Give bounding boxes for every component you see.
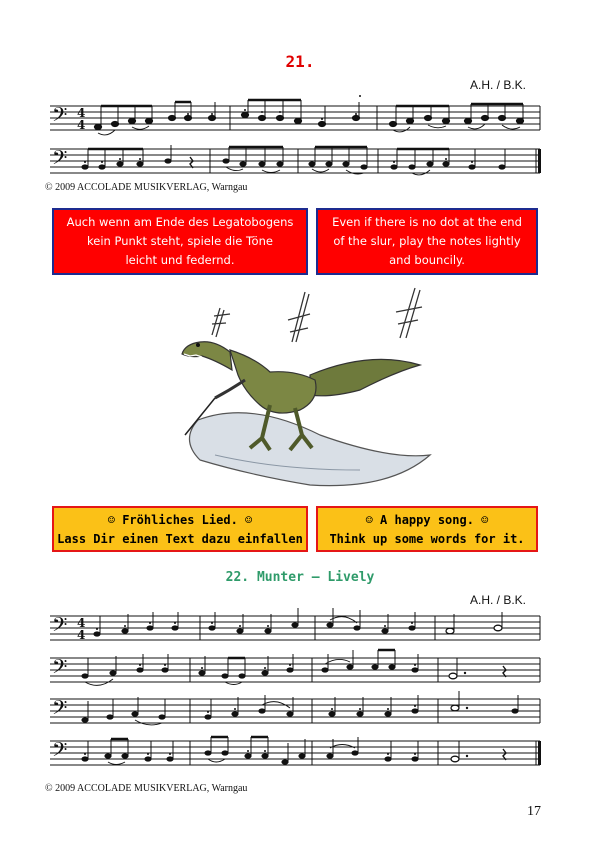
page-number: 17 [527, 804, 541, 819]
time-signature-top: 4 [77, 616, 86, 630]
info-german-line-2: kein Punkt steht, spiele die Töne [87, 234, 273, 248]
piece-21-attribution: A.H. / B.K. [470, 78, 527, 92]
staff-notation [50, 610, 542, 650]
info-english-line-2: of the slur, play the notes lightly [333, 234, 521, 248]
staff-notation [50, 652, 542, 692]
info-german-line-3: leicht und federnd. [125, 253, 235, 267]
task-english-line-2: Think up some words for it. [329, 532, 525, 546]
bass-clef-icon: 𝄢 [52, 738, 68, 766]
piece-22-attribution: A.H. / B.K. [470, 593, 527, 607]
piece-21-title: 21. [285, 52, 315, 71]
info-box-english [316, 208, 538, 275]
bass-clef-icon: 𝄢 [52, 103, 68, 131]
info-box-german [52, 208, 308, 275]
piece-21-staff-1 [50, 100, 542, 140]
piece-22-staff-4 [50, 735, 542, 775]
piece-22-staff-3 [50, 693, 542, 733]
task-box-english [316, 506, 538, 552]
dinosaur-illustration-icon [160, 280, 500, 495]
info-english-line-1: Even if there is no dot at the end [332, 215, 522, 229]
piece-22-title: 22. Munter – Lively [225, 570, 375, 585]
staff-notation [50, 143, 542, 183]
task-english-line-1: ☺ A happy song. ☺ [365, 513, 489, 527]
staff-notation [50, 693, 542, 733]
staff-notation [50, 100, 542, 140]
dinosaur-conductor-illustration [160, 280, 500, 495]
bass-clef-icon: 𝄢 [52, 655, 68, 683]
rest-icon [190, 157, 193, 168]
task-german-line-2: Lass Dir einen Text dazu einfallen [57, 532, 303, 546]
time-signature-bottom: 4 [77, 118, 86, 132]
piece-21-staff-2 [50, 143, 542, 183]
rest-icon [503, 749, 506, 760]
bass-clef-icon: 𝄢 [52, 696, 68, 724]
bass-clef-icon: 𝄢 [52, 146, 68, 174]
task-box-german [52, 506, 308, 552]
info-english-line-3: and bouncily. [389, 253, 465, 267]
piece-21-copyright: © 2009 ACCOLADE MUSIKVERLAG, Warngau [45, 182, 248, 193]
task-german-line-1: ☺ Fröhliches Lied. ☺ [107, 513, 253, 527]
time-signature-bottom: 4 [77, 628, 86, 642]
bass-clef-icon: 𝄢 [52, 613, 68, 641]
piece-22-staff-1 [50, 610, 542, 650]
time-signature-top: 4 [77, 106, 86, 120]
piece-22-staff-2 [50, 652, 542, 692]
staff-notation [50, 735, 542, 775]
rest-icon [503, 666, 506, 677]
piece-22-copyright: © 2009 ACCOLADE MUSIKVERLAG, Warngau [45, 783, 248, 794]
info-german-line-1: Auch wenn am Ende des Legatobogens [66, 215, 294, 229]
